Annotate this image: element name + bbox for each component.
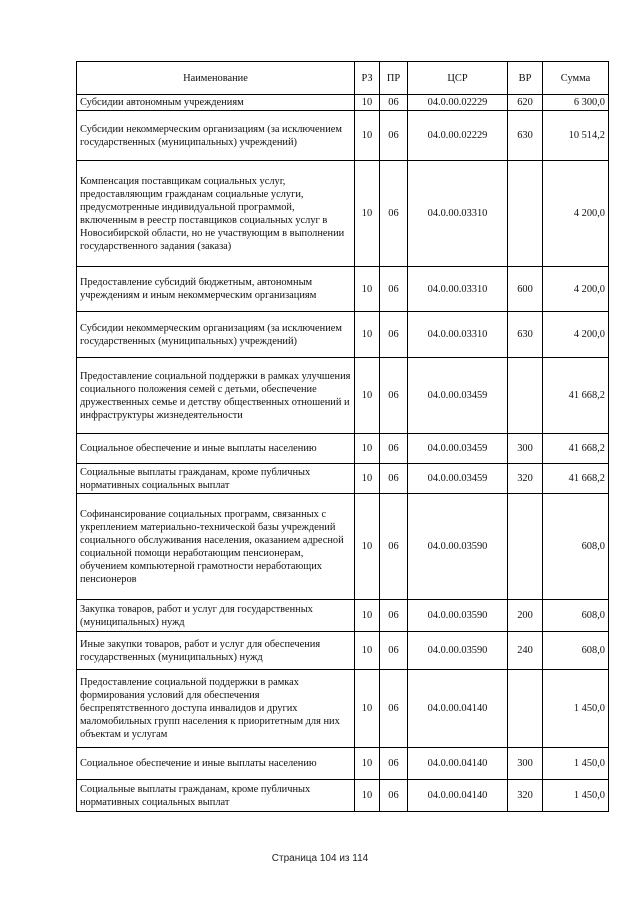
cell-rz: 10: [355, 312, 380, 358]
cell-name: Социальные выплаты гражданам, кроме публичных нормативных социальных выплат: [77, 780, 355, 812]
cell-vr: 630: [508, 111, 543, 161]
cell-sum: 41 668,2: [543, 434, 609, 464]
table-row: [77, 111, 609, 161]
table-row: [77, 632, 609, 670]
cell-vr: 320: [508, 464, 543, 494]
cell-sum: 6 300,0: [543, 95, 609, 111]
cell-sum: 1 450,0: [543, 670, 609, 748]
header-rz: РЗ: [355, 62, 380, 95]
cell-pr: 06: [380, 111, 408, 161]
cell-rz: 10: [355, 434, 380, 464]
cell-csr: 04.0.00.02229: [408, 95, 508, 111]
table-row: [77, 161, 609, 267]
table-row: [77, 748, 609, 780]
cell-name: Иные закупки товаров, работ и услуг для обеспечения государственных (муниципальных) нужд: [77, 632, 355, 670]
cell-sum: 608,0: [543, 600, 609, 632]
table-row: [77, 358, 609, 434]
cell-sum: 4 200,0: [543, 312, 609, 358]
cell-vr: [508, 358, 543, 434]
cell-pr: 06: [380, 95, 408, 111]
cell-pr: 06: [380, 267, 408, 312]
table-row: [77, 267, 609, 312]
cell-name: Социальные выплаты гражданам, кроме публичных нормативных социальных выплат: [77, 464, 355, 494]
header-name: Наименование: [77, 62, 355, 95]
cell-pr: 06: [380, 312, 408, 358]
cell-vr: 300: [508, 748, 543, 780]
cell-csr: 04.0.00.03459: [408, 464, 508, 494]
cell-name: Закупка товаров, работ и услуг для государственных (муниципальных) нужд: [77, 600, 355, 632]
cell-rz: 10: [355, 494, 380, 600]
cell-sum: 4 200,0: [543, 161, 609, 267]
budget-table: [76, 61, 609, 812]
header-vr: ВР: [508, 62, 543, 95]
cell-rz: 10: [355, 748, 380, 780]
cell-sum: 1 450,0: [543, 780, 609, 812]
cell-sum: 1 450,0: [543, 748, 609, 780]
cell-name: Предоставление социальной поддержки в рамках формирования условий для обеспечения беспрепятственного доступа инвалидов и других маломобильных групп населения к приоритетным для них объектам и услугам: [77, 670, 355, 748]
cell-rz: 10: [355, 161, 380, 267]
cell-pr: 06: [380, 358, 408, 434]
cell-sum: 4 200,0: [543, 267, 609, 312]
cell-sum: 10 514,2: [543, 111, 609, 161]
table-header-row: [77, 62, 609, 95]
cell-vr: 620: [508, 95, 543, 111]
cell-name: Компенсация поставщикам социальных услуг, предоставляющим гражданам социальные услуги, предусмотренные индивидуальной программой, включенным в реестр поставщиков социальных услуг в Новосибирской области, но не участвующим в выполнении государственного задания (заказа): [77, 161, 355, 267]
cell-csr: 04.0.00.03459: [408, 358, 508, 434]
cell-csr: 04.0.00.02229: [408, 111, 508, 161]
cell-name: Социальное обеспечение и иные выплаты населению: [77, 748, 355, 780]
table-row: [77, 434, 609, 464]
cell-pr: 06: [380, 434, 408, 464]
cell-rz: 10: [355, 95, 380, 111]
cell-sum: 608,0: [543, 632, 609, 670]
cell-sum: 41 668,2: [543, 358, 609, 434]
cell-vr: 300: [508, 434, 543, 464]
header-pr: ПР: [380, 62, 408, 95]
cell-csr: 04.0.00.03310: [408, 267, 508, 312]
cell-pr: 06: [380, 600, 408, 632]
page-number: Страница 104 из 114: [271, 853, 369, 864]
header-sum: Сумма: [543, 62, 609, 95]
cell-rz: 10: [355, 267, 380, 312]
cell-csr: 04.0.00.03590: [408, 494, 508, 600]
cell-vr: 600: [508, 267, 543, 312]
cell-csr: 04.0.00.04140: [408, 670, 508, 748]
table-row: [77, 494, 609, 600]
cell-csr: 04.0.00.03310: [408, 161, 508, 267]
table-row: [77, 95, 609, 111]
cell-csr: 04.0.00.03590: [408, 632, 508, 670]
cell-name: Субсидии автономным учреждениям: [77, 95, 355, 111]
cell-rz: 10: [355, 111, 380, 161]
table-row: [77, 780, 609, 812]
cell-pr: 06: [380, 464, 408, 494]
cell-vr: 240: [508, 632, 543, 670]
cell-vr: 200: [508, 600, 543, 632]
cell-csr: 04.0.00.04140: [408, 748, 508, 780]
cell-pr: 06: [380, 494, 408, 600]
cell-name: Предоставление субсидий бюджетным, автономным учреждениям и иным некоммерческим организациям: [77, 267, 355, 312]
cell-csr: 04.0.00.03459: [408, 434, 508, 464]
cell-rz: 10: [355, 600, 380, 632]
cell-rz: 10: [355, 358, 380, 434]
cell-vr: [508, 670, 543, 748]
cell-pr: 06: [380, 670, 408, 748]
cell-rz: 10: [355, 464, 380, 494]
cell-name: Субсидии некоммерческим организациям (за исключением государственных (муниципальных) учреждений): [77, 111, 355, 161]
table-row: [77, 312, 609, 358]
cell-vr: 320: [508, 780, 543, 812]
table-row: [77, 464, 609, 494]
cell-sum: 41 668,2: [543, 464, 609, 494]
table-row: [77, 670, 609, 748]
cell-pr: 06: [380, 748, 408, 780]
cell-vr: [508, 161, 543, 267]
cell-rz: 10: [355, 780, 380, 812]
header-csr: ЦСР: [408, 62, 508, 95]
cell-sum: 608,0: [543, 494, 609, 600]
table-row: [77, 600, 609, 632]
cell-vr: 630: [508, 312, 543, 358]
cell-csr: 04.0.00.03590: [408, 600, 508, 632]
cell-csr: 04.0.00.04140: [408, 780, 508, 812]
cell-name: Социальное обеспечение и иные выплаты населению: [77, 434, 355, 464]
cell-rz: 10: [355, 632, 380, 670]
cell-name: Субсидии некоммерческим организациям (за исключением государственных (муниципальных) учреждений): [77, 312, 355, 358]
cell-name: Предоставление социальной поддержки в рамках улучшения социального положения семей с детьми, обеспечение дружественных семье и детству общественных отношений и инфраструктуры жизнедеятельности: [77, 358, 355, 434]
cell-pr: 06: [380, 632, 408, 670]
cell-csr: 04.0.00.03310: [408, 312, 508, 358]
cell-name: Софинансирование социальных программ, связанных с укреплением материально-технической базы учреждений социального обслуживания населения, оказанием адресной социальной помощи неработающим пенсионерам, обучением компьютерной грамотности неработающих пенсионеров: [77, 494, 355, 600]
cell-rz: 10: [355, 670, 380, 748]
cell-vr: [508, 494, 543, 600]
cell-pr: 06: [380, 161, 408, 267]
cell-pr: 06: [380, 780, 408, 812]
